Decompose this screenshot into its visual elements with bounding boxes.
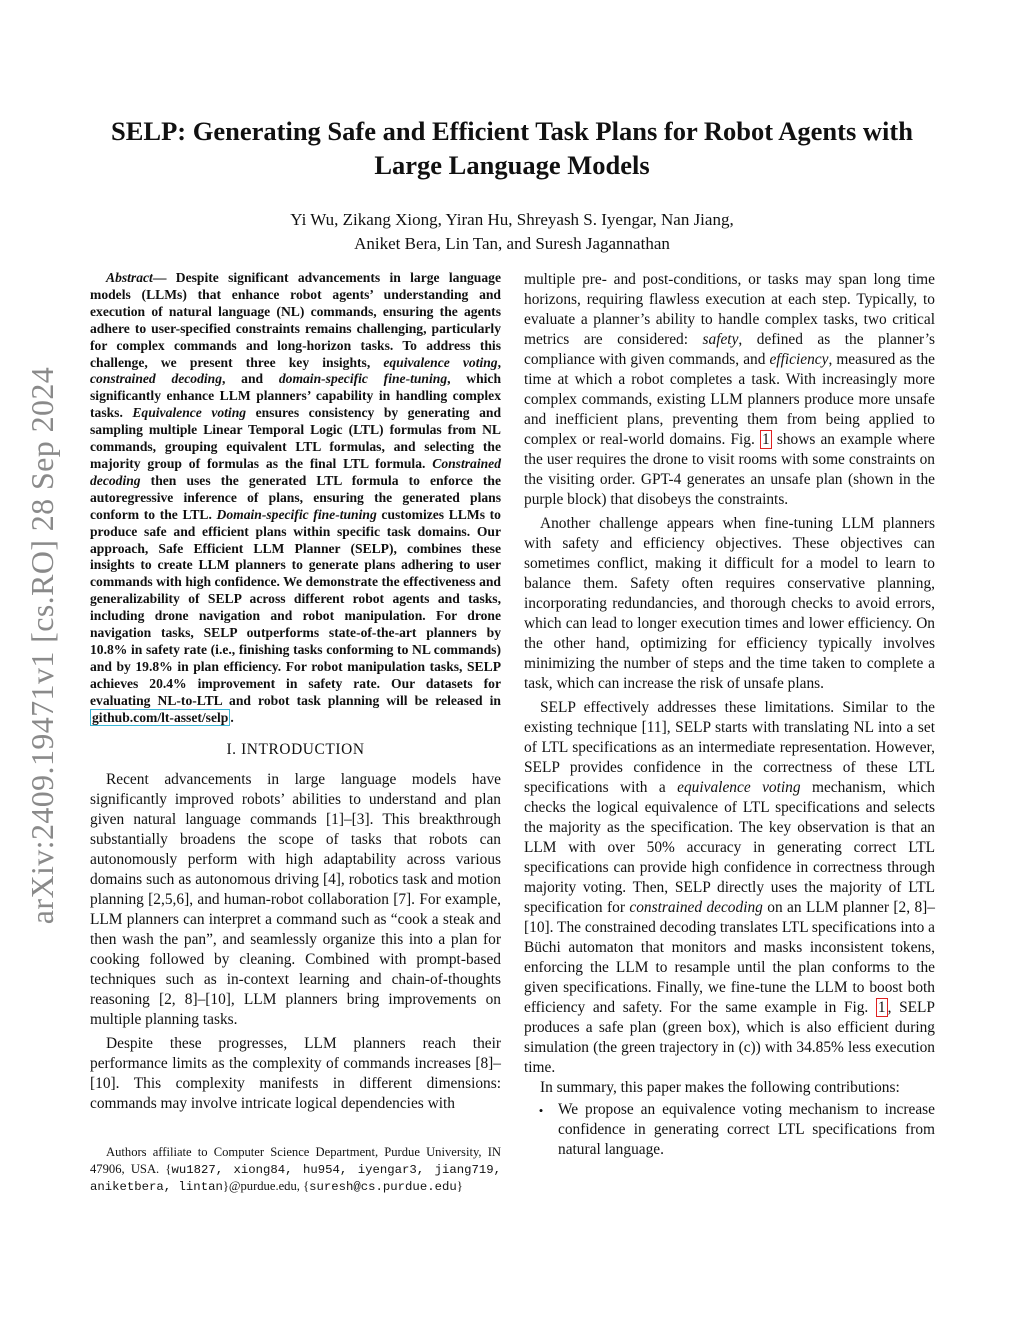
right-paragraph-2: Another challenge appears when fine-tuning LLM planners with safety and efficiency objectives. These objectives can sometimes conflict, making it difficult for a model to learn to balance them. Safety often requires conservative planning, incorporating redundancies, and thorough checks to avoid errors, which can lead to longer execution times and lower efficiency. On the other hand, optimizing for efficiency typically involves minimizing the number of steps and the time taken to complete a task, which can increase the risk of unsafe plans. — [524, 515, 935, 692]
paper-title: SELP: Generating Safe and Efficient Task Plans for Robot Agents with Large Language Models — [111, 116, 913, 180]
abstract-text: customizes LLMs to produce safe and efficient plans within specific task domains. Our approach, Safe Efficient LLM Planner (SELP), combines these insights to create LLM planners to generate plans adhering to user commands with high confidence. We demonstrate the effectiveness and generalizability of SELP across different robot agents and tasks, including drone navigation and robot manipulation. For drone navigation tasks, SELP outperforms state-of-the-art planners by 10.8% in safety rate (i.e., finishing tasks conforming to NL commands) and by 19.8% in plan efficiency. For robot manipulation tasks, SELP achieves 20.4% improvement in safety rate. Our datasets for evaluating NL-to-LTL and robot task planning will be released in — [90, 506, 501, 708]
abstract-text: , — [497, 354, 502, 370]
paragraph-text: on an LLM planner [2, 8]–[10]. The constrained decoding translates LTL specifications into a Büchi automaton that monitors and masks inconsistent tokens, enforcing the LLM to resample until the plan conforms to the given specifications. Finally, we fine-tune the LLM to boost both efficiency and safety. For the same example in Fig. — [524, 899, 936, 1016]
abstract-separator: — — [152, 270, 176, 285]
paragraph-text: mechanism, which checks the logical equivalence of LTL specifications and selects the majority as the specification. The key observation is that an LLM with over 50% accuracy in generating correct LTL specifications can provide high confidence in correctness through majority voting. Then, SELP directly uses the majority of LTL specification for — [524, 779, 936, 916]
paragraph-text: multiple pre- and post-conditions, or tasks may span long time horizons, requiring flawless execution at each step. Typically, to evaluate a planner’s ability to handle complex tasks, two critical metrics are considered: — [524, 271, 935, 348]
abstract-text: ensures consistency by generating and sampling multiple Linear Temporal Logic (LTL) formulas from NL commands, grouping equivalent LTL formulas, and selecting the majority group of formulas as the final LTL formula. — [90, 405, 502, 471]
section-heading-introduction: I. INTRODUCTION — [226, 741, 365, 759]
term-efficiency: efficiency — [769, 351, 829, 368]
right-paragraph-4: In summary, this paper makes the following contributions: — [540, 1079, 900, 1096]
intro-paragraph-2: Despite these progresses, LLM planners reach their performance limits as the complexity of commands increases [8]–[10]. This complexity manifests in different dimensions: commands may involve intricate logical dependencies with — [90, 1035, 501, 1113]
paragraph-text: , measured as the time at which a robot completes a task. With increasingly more complex commands, existing LLM planners produce more unsafe and inefficient plans, preventing them from being applied to complex or real-world domains. Fig. — [524, 351, 936, 448]
arxiv-identifier: arXiv:2409.19471v1 [cs.RO] 28 Sep 2024 — [24, 366, 61, 924]
bullet-icon: • — [538, 1103, 544, 1118]
abstract-emphasis: Constrained decoding — [90, 455, 501, 488]
term-constrained-decoding: constrained decoding — [629, 899, 763, 916]
footnote-emails: wu1827, xiong84, hu954, iyengar3, jiang719, aniketbera, lintan — [90, 1162, 501, 1194]
footnote-part: Authors affiliate to Computer Science Department, Purdue University, IN 47906, USA. { — [90, 1145, 501, 1176]
paragraph-text: SELP effectively addresses these limitations. Similar to the existing technique [11], SELP starts with translating NL into a set of LTL specifications as an intermediate representation. However, SELP provides confidence in the correctness of these LTL specifications with a — [524, 699, 935, 796]
footnote-text — [90, 1144, 501, 1196]
paragraph-text: shows an example where the user requires the drone to visit rooms with some constraints on the visiting order. GPT-4 generates an unsafe plan (shown in the purple block) that disobeys the constraints. — [524, 431, 935, 508]
term-safety: safety — [702, 331, 739, 348]
dataset-link[interactable]: github.com/lt-asset/selp — [92, 709, 229, 725]
abstract-text: Despite significant advancements in large language models (LLMs) that enhance robot agents’ understanding and execution of natural language (NL) commands, ensuring the agents adhere to user-specified constraints remains challenging, particularly for complex commands and long-horizon tasks. To address this challenge, we present three key insights, — [90, 270, 501, 370]
abstract-text: , and — [222, 371, 279, 387]
author-affiliation-footnote — [90, 1144, 501, 1196]
paragraph-text: , defined as the planner’s compliance with given commands, and — [524, 331, 935, 368]
arxiv-side-stamp — [22, 345, 64, 945]
contribution-text: We propose an equivalence voting mechanism to increase confidence in generating correct LTL specifications from natural language. — [558, 1101, 935, 1158]
figure-1-link[interactable]: 1 — [762, 431, 770, 448]
abstract-emphasis: Domain-specific fine-tuning — [216, 506, 377, 522]
abstract-emphasis: domain-specific fine-tuning — [278, 371, 448, 387]
paragraph-text: , SELP produces a safe plan (green box), which is also efficient during simulation (the green trajectory in (c)) with 34.85% less execution time. — [524, 999, 935, 1076]
right-column — [524, 270, 935, 1160]
footnote-part: }@purdue.edu, { — [222, 1179, 310, 1193]
contribution-bullet — [524, 1100, 935, 1160]
abstract-text: , which significantly enhance LLM planners’ capability in handling complex tasks. — [90, 371, 502, 421]
authors-line-2: Aniket Bera, Lin Tan, and Suresh Jagannathan — [354, 234, 670, 253]
abstract-emphasis: constrained decoding — [90, 371, 223, 387]
authors-line-1: Yi Wu, Zikang Xiong, Yiran Hu, Shreyash S. Iyengar, Nan Jiang, — [290, 210, 734, 229]
abstract — [90, 270, 501, 726]
term-equivalence-voting: equivalence voting — [677, 779, 801, 796]
right-paragraph-1 — [524, 270, 935, 510]
abstract-emphasis: equivalence voting — [383, 354, 498, 370]
author-list — [160, 208, 864, 256]
figure-1-link[interactable]: 1 — [877, 999, 886, 1016]
intro-paragraph-1: Recent advancements in large language models have significantly improved robots’ abilities to understand and plan given natural language commands [1]–[3]. This breakthrough substantially broadens the scope of tasks that robots can autonomously perform with high adaptability across various domains such as autonomous driving [4], robotics task and motion planning [2,5,6], and human-robot collaboration [7]. For example, LLM planners can interpret a command such as “cook a steak and then wash the pan”, and seamlessly organize this into a plan for cooking followed by cleaning. Combined with prompt-based techniques such as in-context learning and chain-of-thoughts reasoning [2, 8]–[10], LLM planners bring improvements on multiple planning tasks. — [90, 771, 501, 1029]
abstract-emphasis: Equivalence voting — [132, 405, 247, 421]
abstract-text: then uses the generated LTL formula to enforce the autoregressive inference of plans, ensuring the generated plans conform to the LTL. — [90, 472, 501, 522]
abstract-text: . — [230, 709, 234, 725]
footnote-part: } — [456, 1179, 463, 1193]
abstract-label: Abstract — [106, 270, 153, 285]
left-column — [90, 270, 501, 1114]
footnote-email: suresh@cs.purdue.edu — [309, 1180, 457, 1194]
right-paragraph-3 — [524, 698, 935, 1078]
